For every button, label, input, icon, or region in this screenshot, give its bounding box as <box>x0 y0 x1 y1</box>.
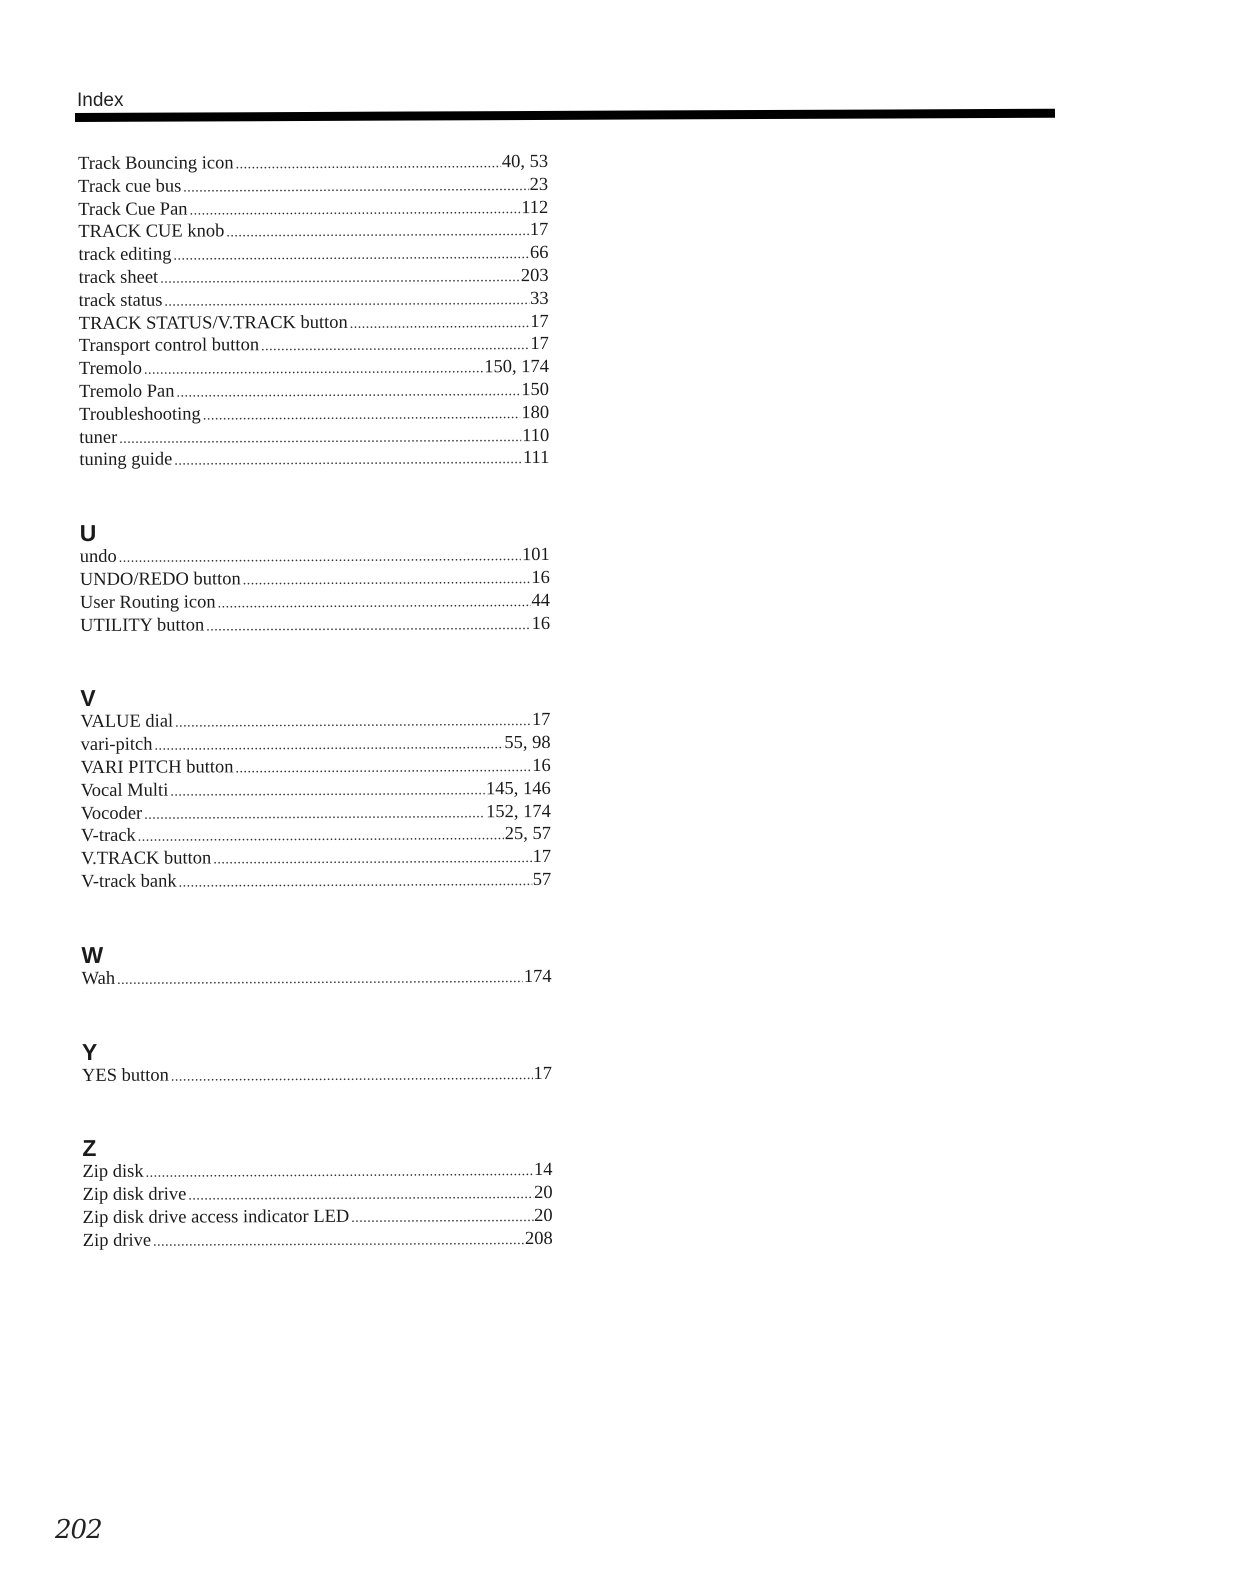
index-entry <box>79 425 549 450</box>
index-entry <box>81 846 551 871</box>
entry-term: UNDO/REDO button <box>79 569 241 590</box>
index-entry <box>81 755 551 780</box>
entry-pages: 152, 174 <box>486 801 551 822</box>
entry-pages: 20 <box>533 1183 553 1204</box>
index-entry <box>81 732 551 757</box>
entry-term: track editing <box>78 244 172 266</box>
index-entry <box>79 379 549 404</box>
index-entry <box>79 402 549 427</box>
dot-leader <box>179 871 532 895</box>
dot-leader <box>171 1065 533 1089</box>
entry-term: V-track bank <box>81 871 177 892</box>
header-rule <box>75 109 1055 122</box>
index-entry <box>80 544 550 569</box>
index-entry <box>80 590 550 615</box>
entry-pages: 17 <box>532 847 552 868</box>
index-entry <box>79 447 549 472</box>
entry-pages: 150, 174 <box>484 357 549 378</box>
index-section-t <box>78 151 549 472</box>
dot-leader <box>351 1207 533 1231</box>
entry-pages: 208 <box>524 1228 553 1249</box>
index-section-v <box>80 679 551 893</box>
entry-pages: 180 <box>521 402 550 423</box>
entry-pages: 66 <box>529 243 549 264</box>
entry-pages: 17 <box>531 710 551 731</box>
index-list <box>78 151 553 1297</box>
entry-pages: 17 <box>533 1063 553 1084</box>
dot-leader <box>218 592 531 616</box>
index-entry <box>79 311 549 336</box>
dot-leader <box>160 267 520 291</box>
entry-term: VARI PITCH button <box>80 757 234 778</box>
entry-pages: 203 <box>520 265 549 287</box>
entry-term: Zip disk drive access indicator LED <box>82 1206 350 1228</box>
entry-term: Vocal Multi <box>80 780 169 801</box>
index-section-u <box>80 514 551 637</box>
entry-term: Track cue bus <box>78 176 182 197</box>
entry-term: TRACK STATUS/V.TRACK button <box>78 312 348 334</box>
entry-term: TRACK CUE knob <box>78 221 225 243</box>
dot-leader <box>176 381 520 405</box>
entry-term: track status <box>78 290 163 311</box>
dot-leader <box>170 780 485 804</box>
entry-term: Zip drive <box>82 1230 152 1251</box>
index-entry <box>81 869 551 894</box>
entry-pages: 17 <box>530 334 549 355</box>
index-entry <box>78 242 548 267</box>
index-section-z <box>82 1129 553 1252</box>
dot-leader <box>236 153 501 177</box>
entry-term: Vocoder <box>80 803 143 824</box>
entry-pages: 112 <box>521 197 549 218</box>
entry-term: tuner <box>79 427 118 448</box>
section-heading: U <box>79 520 97 547</box>
entry-pages: 17 <box>529 220 549 241</box>
entry-pages: 16 <box>531 567 550 588</box>
entry-term: Track Bouncing icon <box>78 153 234 174</box>
entry-pages: 110 <box>522 425 550 446</box>
index-entry <box>80 567 550 592</box>
dot-leader <box>226 221 529 245</box>
entry-pages: 33 <box>530 288 549 309</box>
dot-leader <box>203 404 521 428</box>
entry-term: Zip disk <box>82 1162 144 1183</box>
dot-leader <box>144 358 483 382</box>
entry-term: UTILITY button <box>80 615 205 636</box>
dot-leader <box>183 176 528 200</box>
page-number: 202 <box>55 1515 102 1545</box>
entry-term: Troubleshooting <box>79 404 201 425</box>
index-entry <box>78 265 548 290</box>
index-entry <box>80 709 550 734</box>
index-entry <box>83 1228 553 1253</box>
dot-leader <box>243 569 531 593</box>
index-entry <box>78 219 548 244</box>
dot-leader <box>173 244 529 268</box>
dot-leader <box>188 1184 533 1208</box>
index-entry <box>82 1182 552 1207</box>
entry-pages: 16 <box>531 613 551 634</box>
dot-leader <box>190 199 521 223</box>
index-entry <box>83 1205 553 1230</box>
page-header-title: Index <box>77 90 124 111</box>
entry-term: V-track <box>80 826 136 847</box>
entry-pages: 23 <box>529 174 549 195</box>
entry-term: track sheet <box>78 267 159 288</box>
index-entry <box>79 288 549 313</box>
entry-term: vari-pitch <box>80 734 153 756</box>
dot-leader <box>174 449 522 473</box>
dot-leader <box>154 734 503 758</box>
dot-leader <box>138 825 504 849</box>
entry-term: User Routing icon <box>79 592 216 613</box>
entry-term: Wah <box>81 968 116 989</box>
dot-leader <box>146 1161 533 1185</box>
index-entry <box>80 612 550 637</box>
entry-pages: 25, 57 <box>504 824 552 845</box>
entry-term: YES button <box>81 1065 169 1086</box>
index-entry <box>79 356 549 381</box>
section-heading: V <box>80 685 96 712</box>
dot-leader <box>213 848 531 872</box>
dot-leader <box>119 546 521 571</box>
section-heading: Y <box>81 1038 98 1065</box>
dot-leader <box>206 615 530 639</box>
dot-leader <box>153 1230 524 1254</box>
index-entry <box>81 778 551 803</box>
dot-leader <box>117 968 523 993</box>
entry-term: VALUE dial <box>80 711 174 733</box>
dot-leader <box>350 313 530 337</box>
entry-term: Track Cue Pan <box>78 199 188 220</box>
entry-pages: 17 <box>530 311 549 332</box>
dot-leader <box>144 803 485 827</box>
entry-pages: 111 <box>522 448 550 469</box>
entry-pages: 44 <box>531 590 551 611</box>
index-entry <box>78 197 548 222</box>
entry-pages: 20 <box>534 1205 553 1226</box>
entry-pages: 40, 53 <box>501 151 549 173</box>
index-section-y <box>82 1032 552 1087</box>
index-entry <box>82 1159 552 1184</box>
dot-leader <box>175 711 531 735</box>
index-entry <box>81 800 551 825</box>
entry-term: Zip disk drive <box>82 1184 187 1206</box>
entry-pages: 16 <box>532 755 551 776</box>
entry-pages: 174 <box>523 966 552 987</box>
entry-pages: 14 <box>533 1160 553 1181</box>
index-section-w <box>81 936 551 991</box>
section-heading: Z <box>82 1135 97 1162</box>
index-entry <box>81 823 551 848</box>
index-entry <box>79 333 549 358</box>
entry-term: Transport control button <box>78 335 260 357</box>
entry-term: Tremolo Pan <box>78 381 175 402</box>
entry-pages: 150 <box>521 379 550 401</box>
index-entry <box>78 174 548 199</box>
section-heading: W <box>81 941 104 968</box>
entry-pages: 55, 98 <box>504 733 551 754</box>
index-entry <box>82 1062 552 1087</box>
entry-pages: 145, 146 <box>485 778 551 799</box>
index-entry <box>82 966 552 991</box>
index-entry <box>78 151 548 176</box>
entry-pages: 57 <box>532 869 552 890</box>
entry-term: V.TRACK button <box>81 848 212 870</box>
entry-term: undo <box>79 546 117 568</box>
dot-leader <box>119 427 521 452</box>
entry-pages: 101 <box>521 545 550 566</box>
entry-term: tuning guide <box>79 449 173 471</box>
entry-term: Tremolo <box>78 358 143 380</box>
